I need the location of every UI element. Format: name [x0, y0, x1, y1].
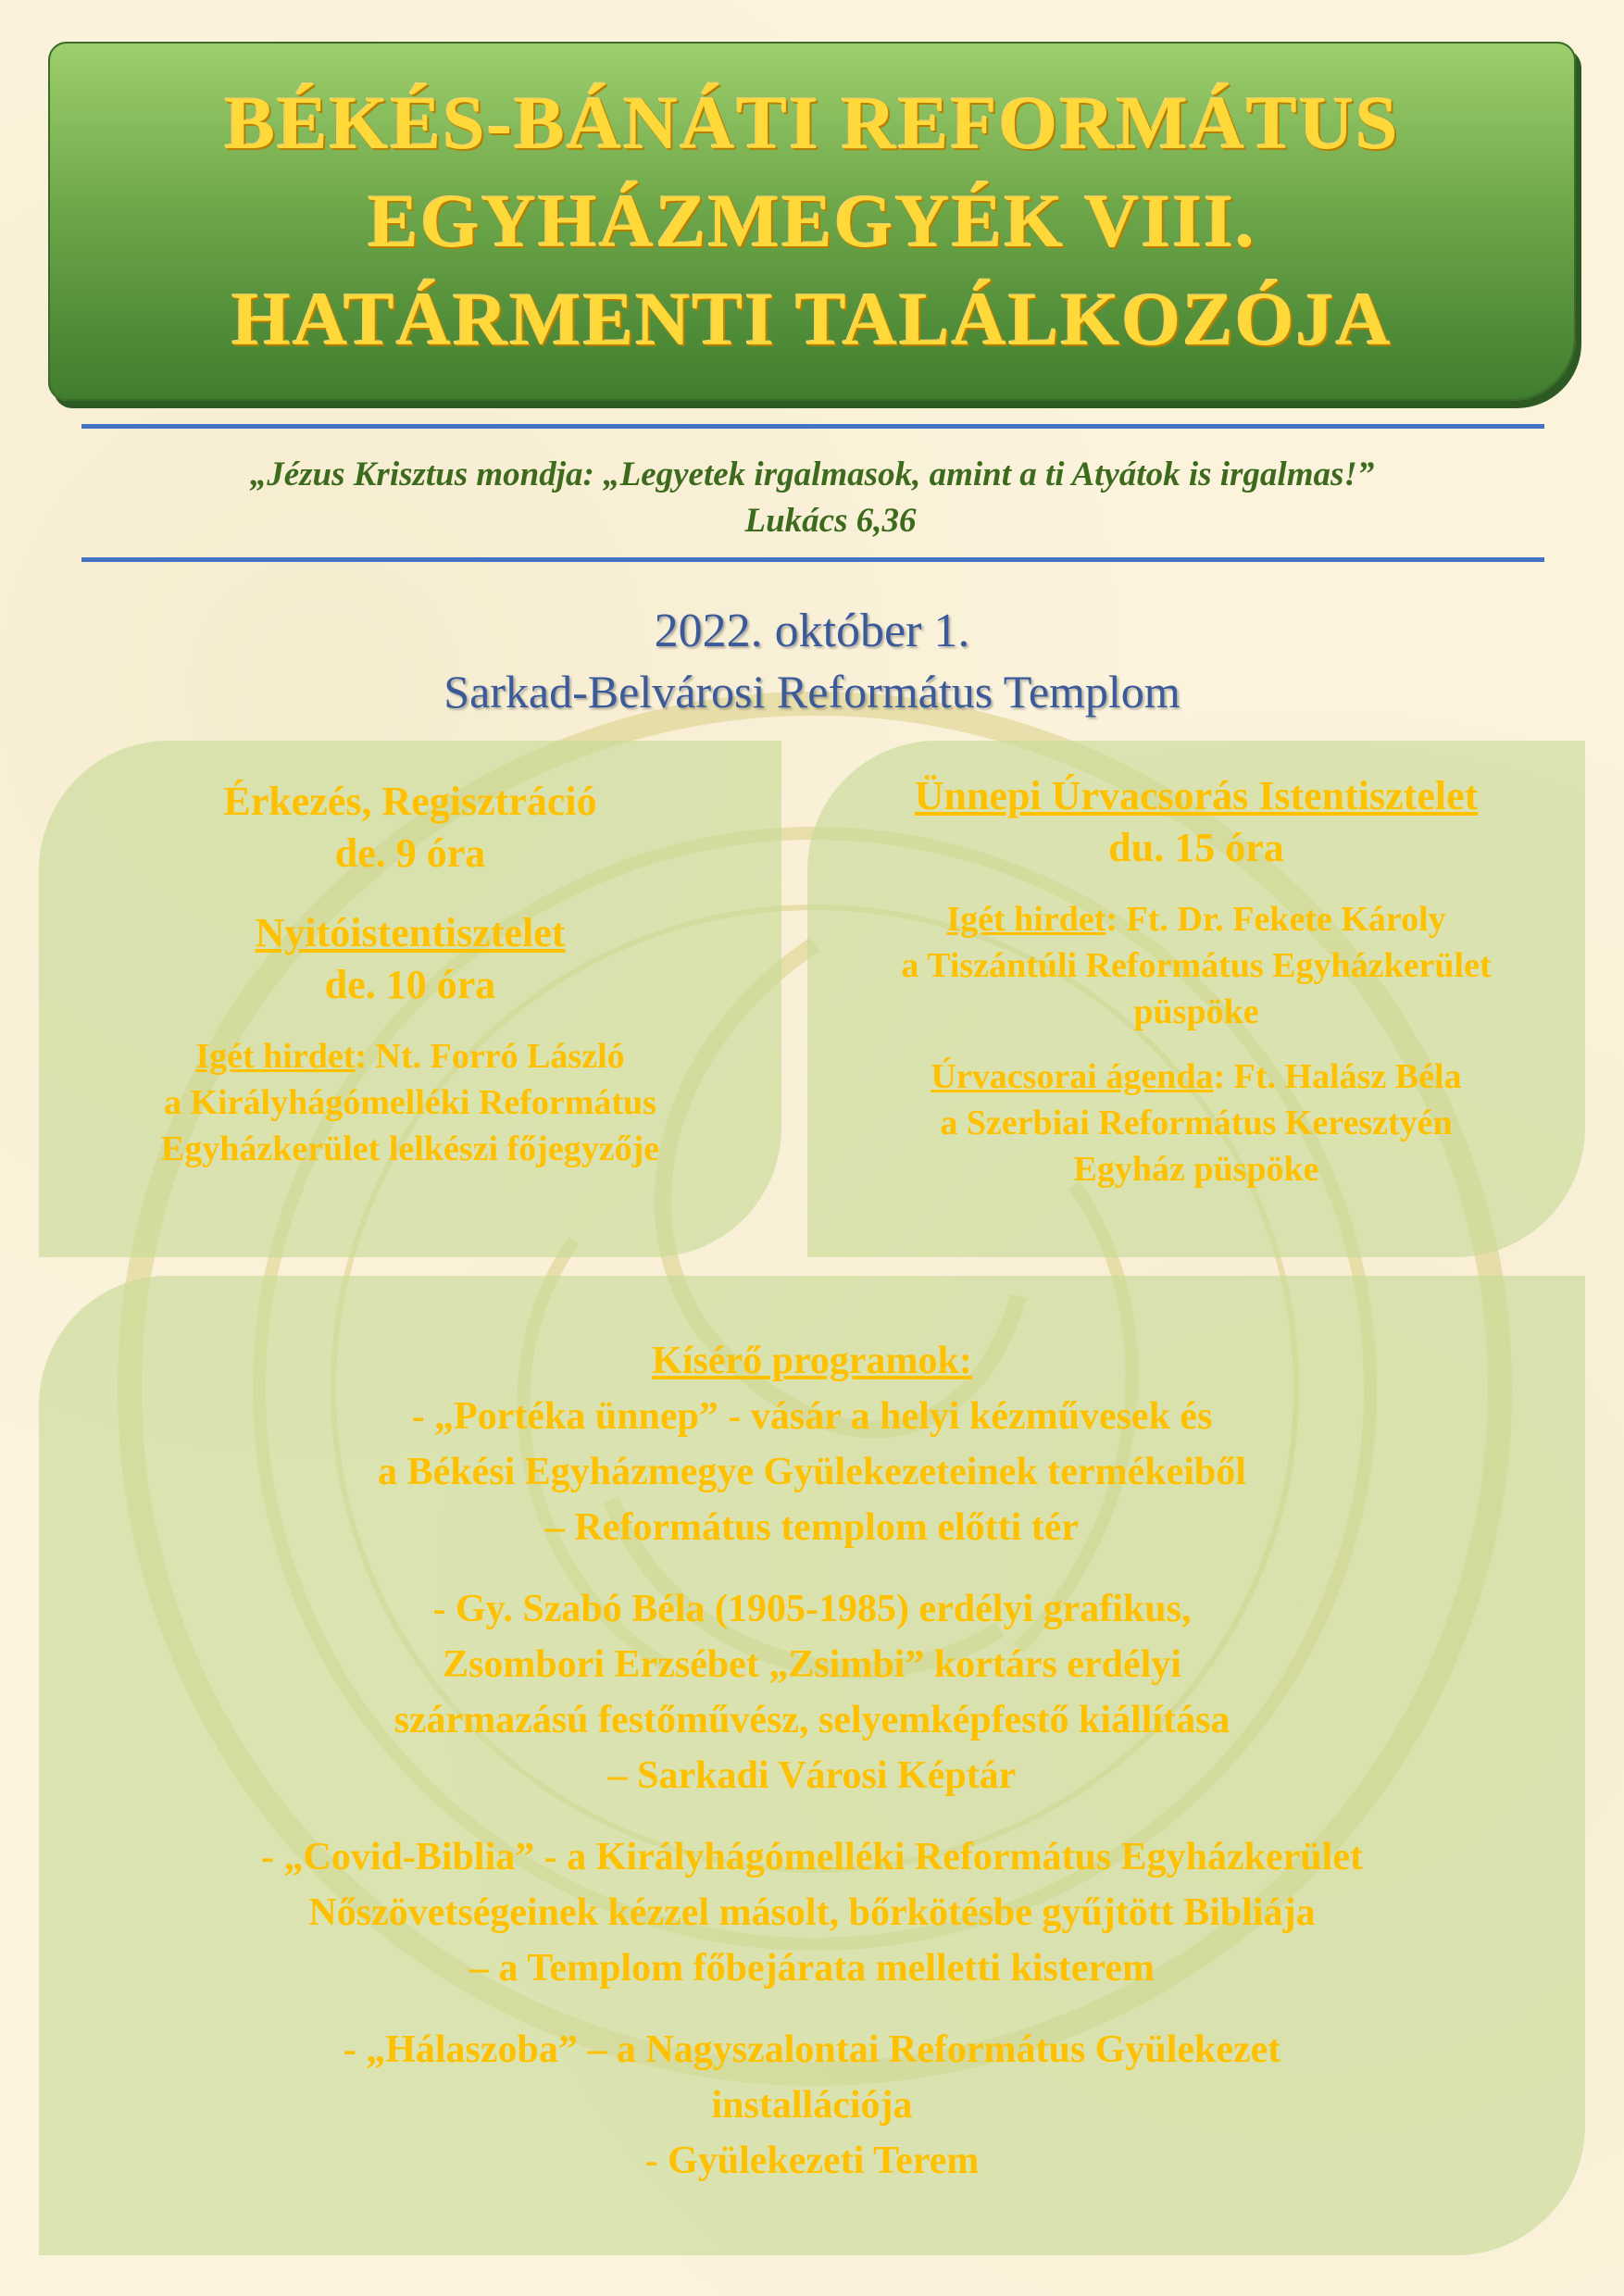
festive-service-time: du. 15 óra — [1108, 825, 1284, 870]
preacher-name: : Ft. Dr. Fekete Károly — [1106, 900, 1446, 939]
event-venue: Sarkad-Belvárosi Református Templom — [443, 666, 1181, 718]
agenda-name: : Ft. Halász Béla — [1213, 1057, 1462, 1096]
program-line: - Gyülekezeti Terem — [644, 2140, 980, 2182]
preacher-role-line-2: Egyházkerület lelkészi főjegyzője — [160, 1129, 660, 1168]
program-item-1 — [39, 1389, 1585, 1555]
title-line-2: EGYHÁZMEGYÉK VIII. — [368, 179, 1256, 263]
program-line: – Sarkadi Városi Képtár — [607, 1754, 1017, 1797]
program-line: a Békési Egyházmegye Gyülekezeteinek termékeiből — [378, 1451, 1246, 1493]
top-divider — [81, 424, 1544, 429]
program-item-3 — [39, 1829, 1585, 1996]
agenda-role-line-1: a Szerbiai Református Keresztyén — [940, 1104, 1453, 1142]
program-line: - „Covid-Biblia” - a Királyhágómelléki Református Egyházkerület — [261, 1836, 1363, 1878]
arrival-title: Érkezés, Regisztráció — [223, 779, 597, 824]
program-line: – Református templom előtti tér — [544, 1506, 1080, 1549]
title-line-3: HATÁRMENTI TALÁLKOZÓJA — [231, 277, 1393, 361]
preacher-role-line-1: a Tiszántúli Református Egyházkerület — [901, 946, 1492, 985]
program-line: – a Templom főbejárata melletti kisterem — [469, 1947, 1155, 1990]
program-line: - „Hálaszoba” – a Nagyszalontai Református Gyülekezet — [343, 2028, 1281, 2071]
preacher-label: Igét hirdet — [946, 900, 1106, 939]
title-banner — [48, 42, 1576, 401]
opening-service-title: Nyitóistentisztelet — [255, 910, 566, 955]
title-line-1: BÉKÉS-BÁNÁTI REFORMÁTUS — [224, 81, 1400, 165]
programs-content — [39, 1333, 1585, 2189]
morning-program-content — [39, 776, 781, 1172]
afternoon-program-content — [807, 770, 1585, 1192]
opening-service-time: de. 10 óra — [324, 962, 496, 1007]
preacher-label: Igét hirdet — [195, 1037, 356, 1076]
program-line: Nőszövetségeinek kézzel másolt, bőrkötésbe gyűjtött Bibliája — [308, 1891, 1316, 1934]
program-line: installációja — [711, 2084, 913, 2127]
preacher-role-line-1: a Királyhágómelléki Református — [164, 1083, 656, 1122]
bible-reference: Lukács 6,36 — [744, 502, 917, 540]
program-item-4 — [39, 2022, 1585, 2189]
communion-agenda — [807, 1054, 1585, 1100]
program-line: Zsombori Erzsébet „Zsimbi” kortárs erdélyi — [443, 1643, 1181, 1686]
bible-quote: „Jézus Krisztus mondja: „Legyetek irgalmasok, amint a ti Atyátok is irgalmas!” — [249, 455, 1375, 493]
preacher-name: : Nt. Forró László — [355, 1037, 625, 1076]
programs-title: Kísérő programok: — [652, 1340, 972, 1382]
morning-program-panel — [39, 741, 781, 1257]
program-line: - „Portéka ünnep” - vásár a helyi kézművesek és — [411, 1395, 1213, 1438]
agenda-label: Úrvacsorai ágenda — [931, 1057, 1214, 1096]
program-item-2 — [39, 1581, 1585, 1803]
program-line: származású festőművész, selyemképfestő kiállítása — [394, 1699, 1230, 1741]
afternoon-program-panel — [807, 741, 1585, 1257]
preacher-role-line-2: püspöke — [1133, 992, 1259, 1031]
bottom-divider — [81, 557, 1544, 562]
festive-preacher — [807, 896, 1585, 942]
program-line: - Gy. Szabó Béla (1905-1985) erdélyi grafikus, — [432, 1588, 1192, 1630]
opening-preacher — [39, 1033, 781, 1079]
event-date: 2022. október 1. — [654, 605, 970, 657]
arrival-time: de. 9 óra — [334, 830, 486, 876]
festive-service-title: Ünnepi Úrvacsorás Istentisztelet — [914, 773, 1479, 818]
agenda-role-line-2: Egyház püspöke — [1073, 1150, 1319, 1189]
accompanying-programs-panel — [39, 1276, 1585, 2255]
